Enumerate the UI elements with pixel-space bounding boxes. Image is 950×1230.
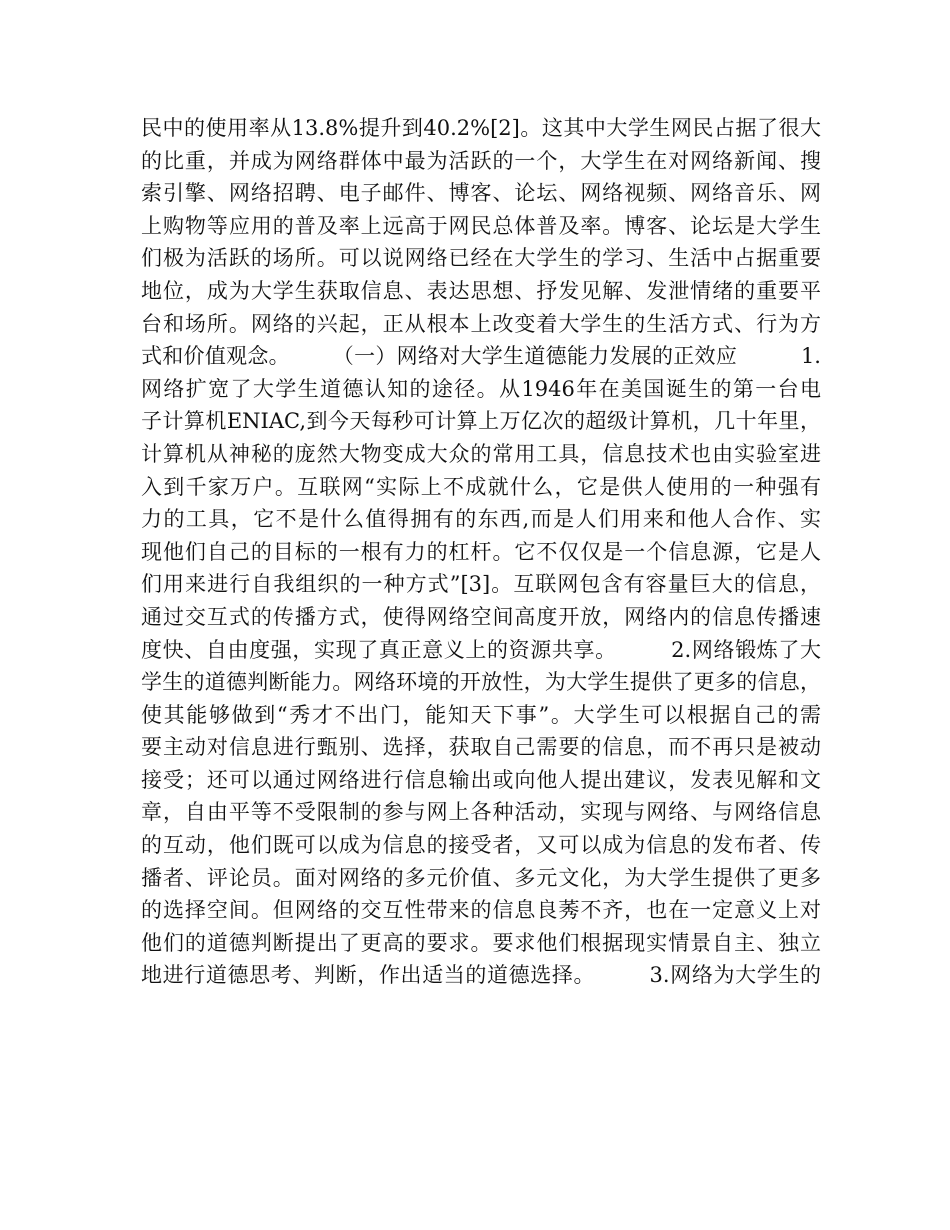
text-line: 式和价值观念。 （一）网络对大学生道德能力发展的正效应 1.	[141, 344, 821, 369]
text-line: 的互动，他们既可以成为信息的接受者，又可以成为信息的发布者、传	[141, 833, 821, 858]
text-line: 使其能够做到“秀才不出门，能知天下事”。大学生可以根据自己的需	[141, 702, 821, 727]
text-line: 力的工具，它不是什么值得拥有的东西,而是人们用来和他人合作、实	[141, 507, 821, 532]
text-line: 索引擎、网络招聘、电子邮件、博客、论坛、网络视频、网络音乐、网	[141, 181, 821, 206]
text-line: 子计算机ENIAC,到今天每秒可计算上万亿次的超级计算机，几十年里，	[141, 409, 821, 434]
text-line: 要主动对信息进行甄别、选择，获取自己需要的信息，而不再只是被动	[141, 735, 821, 760]
text-line: 地进行道德思考、判断，作出适当的道德选择。 3.网络为大学生的	[141, 963, 821, 988]
text-line: 播者、评论员。面对网络的多元价值、多元文化，为大学生提供了更多	[141, 865, 821, 890]
text-line: 台和场所。网络的兴起，正从根本上改变着大学生的生活方式、行为方	[141, 311, 821, 336]
text-line: 们用来进行自我组织的一种方式”[3]。互联网包含有容量巨大的信息，	[141, 572, 821, 597]
text-line: 的选择空间。但网络的交互性带来的信息良莠不齐，也在一定意义上对	[141, 898, 821, 923]
text-line: 学生的道德判断能力。网络环境的开放性，为大学生提供了更多的信息，	[141, 670, 821, 695]
text-line: 通过交互式的传播方式，使得网络空间高度开放，网络内的信息传播速	[141, 604, 821, 629]
text-line: 度快、自由度强，实现了真正意义上的资源共享。 2.网络锻炼了大	[141, 637, 821, 662]
text-line: 网络扩宽了大学生道德认知的途径。从1946年在美国诞生的第一台电	[141, 376, 821, 401]
text-line: 现他们自己的目标的一根有力的杠杆。它不仅仅是一个信息源，它是人	[141, 539, 821, 564]
text-line: 接受；还可以通过网络进行信息输出或向他人提出建议，发表见解和文	[141, 767, 821, 792]
text-line: 他们的道德判断提出了更高的要求。要求他们根据现实情景自主、独立	[141, 930, 821, 955]
text-line: 计算机从神秘的庞然大物变成大众的常用工具，信息技术也由实验室进	[141, 441, 821, 466]
text-line: 的比重，并成为网络群体中最为活跃的一个，大学生在对网络新闻、搜	[141, 148, 821, 173]
body-text	[141, 112, 821, 992]
text-line: 地位，成为大学生获取信息、表达思想、抒发见解、发泄情绪的重要平	[141, 278, 821, 303]
text-line: 入到千家万户。互联网“实际上不成就什么，它是供人使用的一种强有	[141, 474, 821, 499]
text-line: 上购物等应用的普及率上远高于网民总体普及率。博客、论坛是大学生	[141, 213, 821, 238]
text-line: 民中的使用率从13.8%提升到40.2%[2]。这其中大学生网民占据了很大	[141, 116, 821, 140]
text-line: 们极为活跃的场所。可以说网络已经在大学生的学习、生活中占据重要	[141, 246, 821, 271]
text-line: 章，自由平等不受限制的参与网上各种活动，实现与网络、与网络信息	[141, 800, 821, 825]
